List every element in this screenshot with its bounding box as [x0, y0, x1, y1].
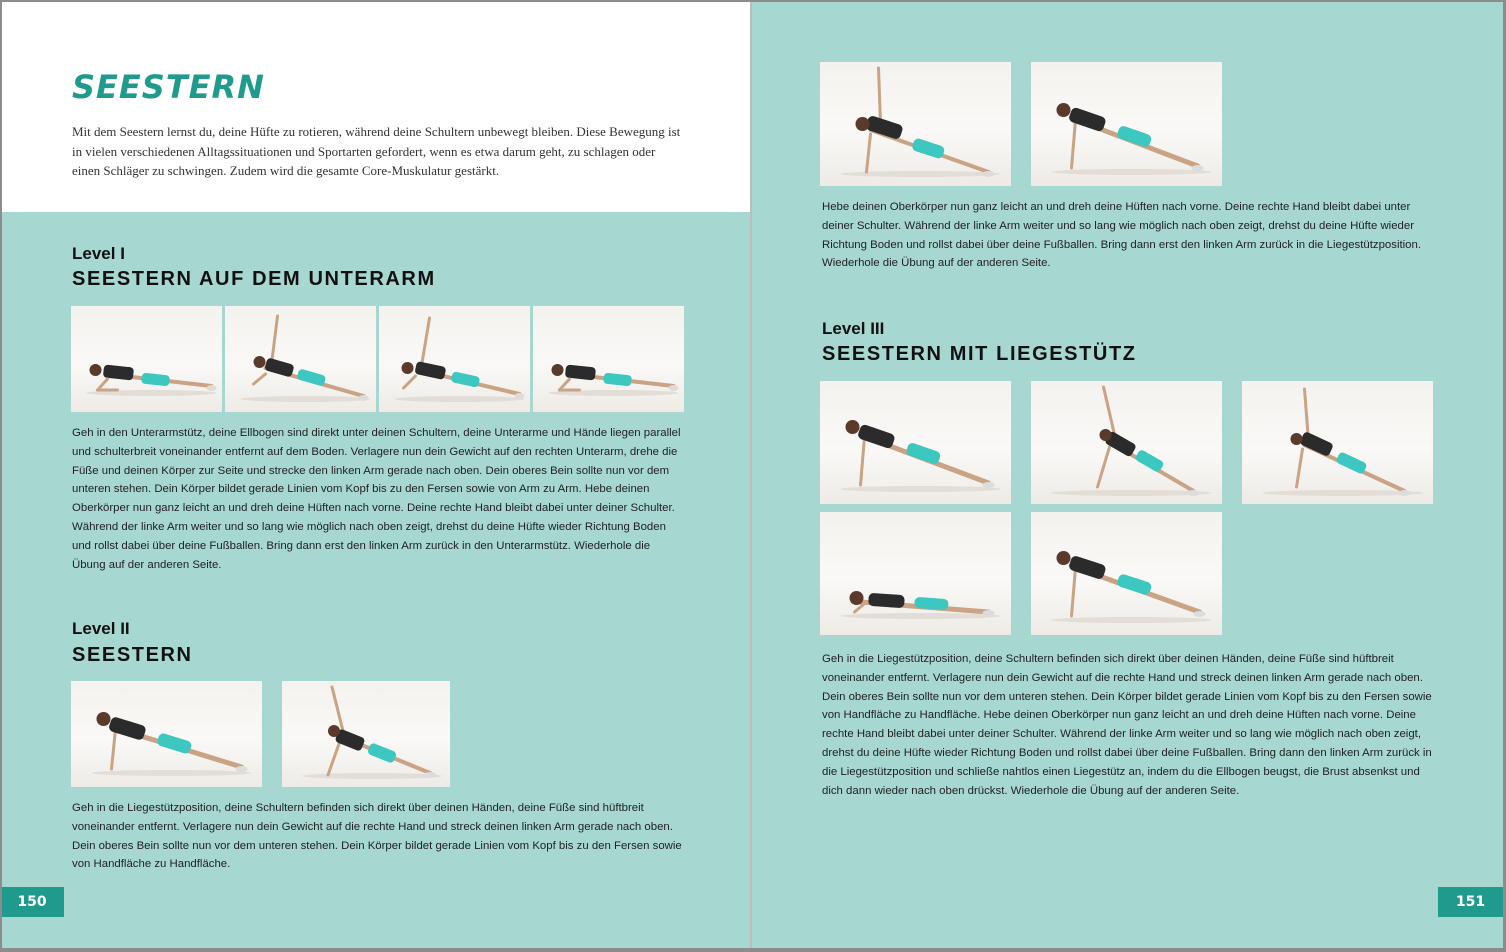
level-3-high-plank-figure	[820, 381, 1011, 504]
forearm-plank-figure	[71, 306, 222, 412]
level-2-photo-high-plank-end	[1031, 62, 1222, 186]
level-3-photo-1	[820, 381, 1011, 504]
level-2-photo-high-plank	[71, 681, 262, 787]
page-number-left: 150	[2, 887, 64, 917]
left-page	[2, 2, 750, 948]
level-2-continued-text: Hebe deinen Oberkörper nun ganz leicht an und dreh deine Hüften nach vorne. Deine rechte Hand bleibt dabei unter deiner Schulter. Während der linke Arm weiter und so lang wie möglich nach oben zeigt, drehst du deine Hüfte wieder Richtung Boden und rollst dabei über deine Fußballen. Bring dann erst den linken Arm zurück in die Liegestützposition. Wiederhole die Übung auf der anderen Seite.	[822, 201, 1422, 270]
level-1-title: SEESTERN AUF DEM UNTERARM	[72, 268, 436, 290]
level-3-photo-4-pushup	[820, 512, 1011, 635]
level-2-label: Level II	[72, 619, 130, 638]
level-3-side-plank-figure	[1031, 381, 1222, 504]
level-3-rotation-figure	[1242, 381, 1433, 504]
rotation-figure	[379, 306, 530, 412]
page-title: SEESTERN	[72, 68, 265, 106]
level-2-photo-rotation-continued	[820, 62, 1011, 186]
level-1-photo-side-plank-forearm	[225, 306, 376, 412]
level-2-title: SEESTERN	[72, 644, 193, 666]
level-1-label: Level I	[72, 244, 125, 263]
level-3-label: Level III	[822, 319, 885, 338]
forearm-plank-return-figure	[533, 306, 684, 412]
level-3-text: Geh in die Liegestützposition, deine Schultern befinden sich direkt über deinen Händen, deine Füße sind hüftbreit voneinander entfernt. Verlagere nun dein Gewicht auf die rechte Hand und streck deinen linken Arm gerade nach oben. Dein oberes Bein sollte nun vor dem unteren stehen. Dein Körper bildet gerade Linien vom Kopf bis zu den Fersen sowie von Handfläche zu Handfläche. Hebe deinen Oberkörper nun ganz leicht an und dreh deine Hüften nach vorne. Deine rechte Hand bleibt dabei unter deiner Schulter. Während der linke Arm weiter und so lang wie möglich nach oben zeigt, drehst du deine Hüfte wieder Richtung Boden und rollst dabei über deine Fußballen. Bring dann den linken Arm zurück in die Liegestützposition und schließe nahtlos einen Liegestütz an, indem du die Ellbogen beugst, die Brust absenkst und dich dann wieder nach oben drückst. Wiederhole die Übung auf der anderen Seite.	[822, 653, 1432, 797]
level-2-text: Geh in die Liegestützposition, deine Schultern befinden sich direkt über deinen Händen, deine Füße sind hüftbreit voneinander entfernt. Verlagere nun dein Gewicht auf die rechte Hand und streck deinen linken Arm gerade nach oben. Dein oberes Bein sollte nun vor dem unteren stehen. Dein Körper bildet gerade Linien vom Kopf bis zu den Fersen sowie von Handfläche zu Handfläche.	[72, 802, 682, 871]
level-1-photo-forearm-plank	[71, 306, 222, 412]
level-3-photo-3	[1242, 381, 1433, 504]
intro-box	[2, 2, 750, 212]
level-1-photo-forearm-plank-return	[533, 306, 684, 412]
level-3-title: SEESTERN MIT LIEGESTÜTZ	[822, 343, 1137, 365]
level-1-text: Geh in den Unterarmstütz, deine Ellbogen sind direkt unter deinen Schultern, deine Unterarme und Hände liegen parallel und schulterbreit voneinander entfernt auf dem Boden. Verlagere nun dein Gewicht auf den rechten Unterarm, drehe die Füße und deinen Körper zur Seite und strecke den linken Arm gerade nach oben. Dein oberes Bein sollte nun vor dem unteren stehen. Dein Körper bildet gerade Linien vom Kopf bis zu den Fersen sowie von Arm zu Arm. Hebe deinen Oberkörper nun ganz leicht an und dreh deine Hüften nach vorne. Deine rechte Hand bleibt dabei unter deiner Schulter. Während der linke Arm weiter und so lang wie möglich nach oben zeigt, drehst du deine Hüfte wieder Richtung Boden und rollst dabei über deine Fußballen. Bring dann erst den linken Arm zurück in den Unterarmstütz. Wiederhole die Übung auf der anderen Seite.	[72, 427, 681, 571]
right-page	[752, 2, 1503, 948]
intro-text: Mit dem Seestern lernst du, deine Hüfte zu rotieren, während deine Schultern unbewegt bleiben. Diese Bewegung ist in vielen verschiedenen Alltagssituationen und Sportarten gefordert, wenn es etwa darum geht, zu schlagen oder einen Schläger zu schwingen. Zudem wird die gesamte Core-Muskulatur gestärkt.	[72, 124, 681, 178]
level-1-photo-rotation	[379, 306, 530, 412]
side-plank-figure	[282, 681, 450, 787]
level-3-pushup-figure	[820, 512, 1011, 635]
level-3-photo-5	[1031, 512, 1222, 635]
high-plank-end-figure	[1031, 62, 1222, 186]
high-plank-figure	[71, 681, 262, 787]
rotation-continued-figure	[820, 62, 1011, 186]
side-plank-forearm-figure	[225, 306, 376, 412]
page-number-right: 151	[1438, 887, 1503, 917]
level-3-high-plank-end-figure	[1031, 512, 1222, 635]
level-3-photo-2	[1031, 381, 1222, 504]
level-2-photo-side-plank	[282, 681, 450, 787]
